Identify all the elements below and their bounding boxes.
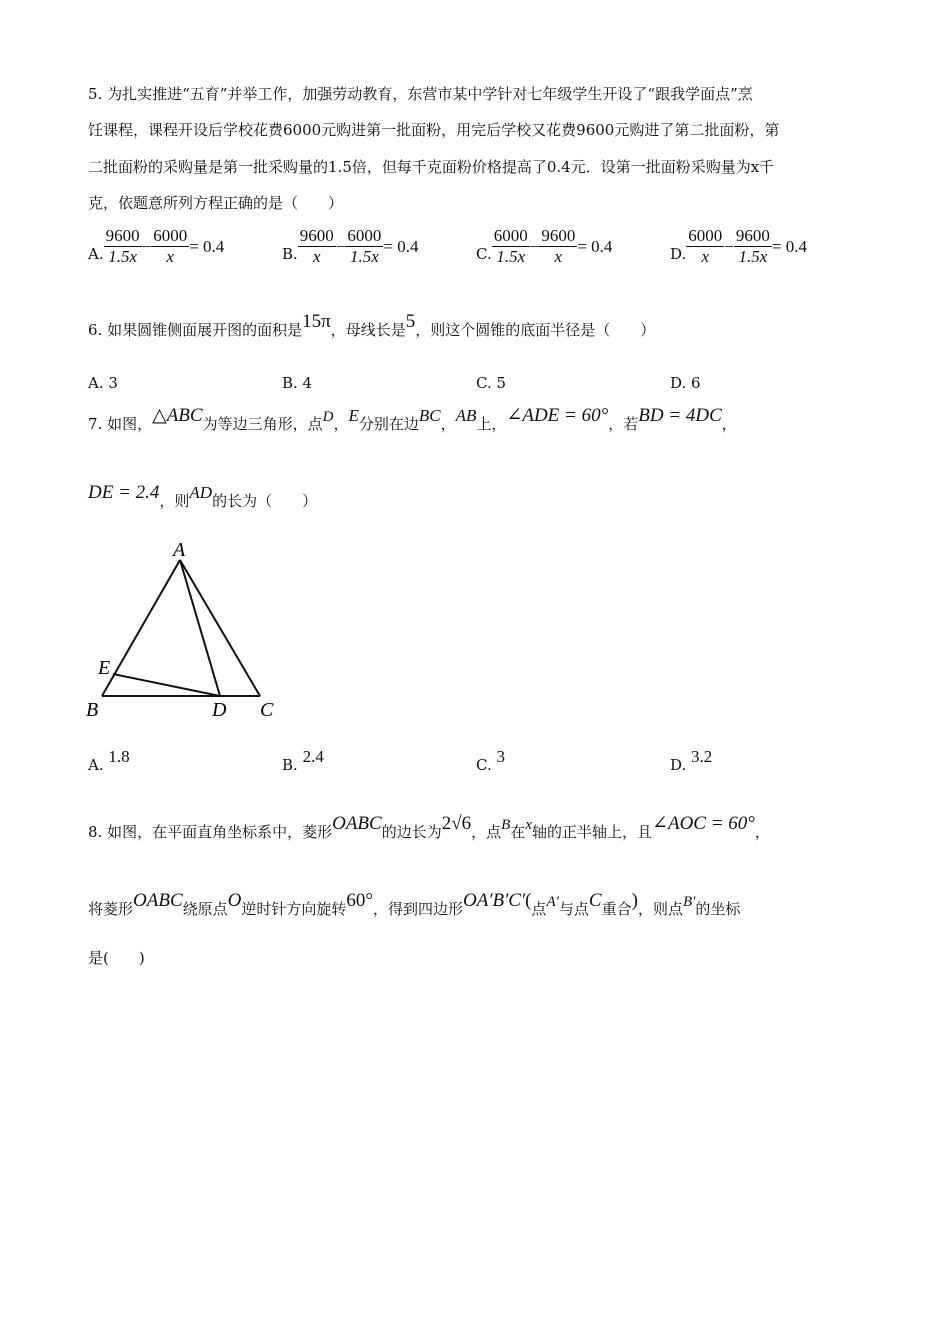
q7-ad: AD: [189, 483, 213, 502]
q5-numerator-1: 9600: [105, 226, 140, 245]
q5-numerator-2: 9600: [541, 226, 576, 245]
q5-fraction-2: [734, 226, 772, 267]
q7-option-b[interactable]: [282, 747, 324, 775]
q8-rhombus-2: OABC: [133, 890, 183, 911]
q7-sep: ，: [333, 415, 349, 433]
q7-text-1: 7. 如图，: [88, 415, 153, 433]
q5-line-3: 二批面粉的采购量是第一批采购量的1.5倍，但每千克面粉价格提高了0.4元．设第一批面粉采购量为x千: [88, 158, 775, 176]
q7-option-b-value: 2.4: [302, 747, 324, 766]
q7-figure: [80, 536, 290, 726]
q7-text-5: ，若: [608, 415, 639, 433]
q8-stem-2: [88, 890, 741, 920]
q8-text-12: 与点: [558, 900, 589, 918]
q8-point-bp: B′: [682, 894, 696, 910]
q5-numerator-2: 6000: [153, 226, 188, 245]
q6-text-3: ，则这个圆锥的底面半径是（ ）: [415, 321, 656, 339]
q7-stem-1: [88, 405, 737, 435]
q5-numerator-1: 6000: [688, 226, 723, 245]
q7-side-ab-line: [102, 560, 180, 696]
q5-minus: −: [141, 236, 152, 256]
q5-minus: −: [529, 236, 540, 256]
q5-numerator-2: 9600: [735, 226, 770, 245]
q5-fraction-2: [539, 226, 577, 267]
q7-label-c: C: [260, 699, 274, 721]
q7-label-d: D: [212, 699, 227, 721]
q8-x: x: [525, 817, 533, 833]
q5-fraction-1: [104, 226, 142, 267]
q8-text-8: 绕原点: [182, 900, 228, 918]
q5-option-label: B.: [282, 244, 298, 263]
q8-text-3: ，点: [471, 823, 502, 841]
q7-text-7: 的长为（ ）: [212, 492, 318, 510]
q5-line-4: 克，依题意所列方程正确的是（ ）: [88, 194, 344, 212]
q7-side-ac-line: [180, 560, 260, 696]
q5-rhs: = 0.4: [383, 236, 419, 256]
q8-text-15: 的坐标: [695, 900, 741, 918]
q7-option-a-label: A.: [88, 756, 104, 774]
q7-point-e: E: [348, 406, 359, 425]
q6-area: 15π: [302, 311, 331, 332]
q5-denominator-2: x: [554, 247, 563, 266]
q7-triangle: △ABC: [152, 405, 203, 426]
q8-quad: OA′B′C′: [463, 890, 526, 911]
q8-origin: O: [227, 890, 242, 911]
q6-length: 5: [405, 311, 416, 332]
q7-segment-ed: [113, 674, 220, 696]
q8-paren-open: (: [525, 890, 532, 911]
q5-option-a[interactable]: [88, 226, 224, 267]
q7-stem-2: [88, 482, 318, 511]
q7-label-a: A: [173, 539, 186, 561]
q8-text-9: 逆时针方向旋转: [241, 900, 347, 918]
q5-denominator-2: 1.5x: [738, 247, 768, 266]
q7-condition: BD = 4DC: [638, 405, 722, 426]
q7-option-d-value: 3.2: [691, 747, 713, 766]
q7-option-d[interactable]: [670, 747, 713, 775]
q7-angle: ∠ADE = 60°: [506, 405, 609, 426]
q5-denominator-1: 1.5x: [496, 247, 526, 266]
q7-option-b-label: B.: [282, 756, 298, 774]
q5-minus: −: [335, 236, 346, 256]
q7-text-3: 分别在边: [358, 415, 419, 433]
q7-option-a[interactable]: [88, 747, 130, 775]
q7-label-e: E: [98, 657, 111, 679]
q5-rhs: = 0.4: [771, 236, 807, 256]
q8-point-c: C: [588, 890, 602, 911]
q7-side-bc: BC: [418, 406, 441, 425]
q8-text-11: 点: [531, 900, 547, 918]
q5-denominator-1: x: [313, 247, 321, 266]
q8-point-ap: A′: [546, 894, 559, 910]
q7-option-c[interactable]: [476, 747, 505, 775]
q5-fraction-2: [151, 226, 189, 267]
q7-de: DE = 2.4: [88, 482, 160, 503]
q6-option-c[interactable]: C. 5: [476, 374, 507, 392]
q8-point-b: B: [501, 817, 511, 833]
q8-text-5: 轴的正半轴上，且: [532, 823, 653, 841]
q6-option-a[interactable]: A. 3: [88, 374, 118, 392]
q7-option-a-value: 1.8: [108, 747, 130, 766]
q5-option-b[interactable]: [282, 226, 418, 267]
q5-line-2: 饪课程，课程开设后学校花费6000元购进第一批面粉，用完后学校又花费9600元购进了第二批面粉，第: [88, 121, 780, 139]
q5-denominator-2: 1.5x: [349, 247, 379, 266]
q8-side: 2√6: [441, 813, 472, 834]
q5-option-c[interactable]: [476, 226, 612, 267]
q8-text-14: ，则点: [637, 900, 683, 918]
q5-fraction-1: [686, 226, 724, 267]
q5-numerator-1: 6000: [493, 226, 528, 245]
q7-segment-ad: [180, 560, 220, 696]
q5-fraction-1: [298, 226, 336, 267]
q6-option-d[interactable]: D. 6: [670, 374, 701, 392]
q5-fraction-2: [345, 226, 383, 267]
q5-option-label: C.: [476, 244, 492, 263]
q8-text-4: 在: [510, 823, 526, 841]
q8-paren-close: ): [631, 890, 638, 911]
q6-text-1: 6. 如果圆锥侧面展开图的面积是: [88, 321, 303, 339]
q5-option-d[interactable]: [670, 226, 807, 267]
q5-denominator-1: x: [701, 247, 710, 266]
q6-stem: [88, 311, 656, 340]
q7-label-b: B: [86, 699, 99, 721]
q7-side-ab: AB: [455, 406, 477, 425]
q5-fraction-1: [492, 226, 530, 267]
q7-text-4: 上，: [476, 415, 507, 433]
q5-line-1: 5. 为扎实推进“五育”并举工作，加强劳动教育，东营市某中学针对七年级学生开设了“跟我学面点”烹: [88, 85, 753, 103]
q5-numerator-1: 9600: [299, 226, 334, 245]
q6-text-2: ，母线长是: [330, 321, 406, 339]
q8-text-1: 8. 如图，在平面直角坐标系中，菱形: [88, 823, 333, 841]
q5-denominator-1: 1.5x: [108, 247, 137, 266]
q5-minus: −: [724, 236, 734, 256]
q8-rhombus: OABC: [332, 813, 382, 834]
q8-angle: ∠AOC = 60°: [652, 813, 755, 834]
q5-denominator-2: x: [166, 247, 174, 266]
q7-point-d: D: [322, 409, 334, 425]
q8-stem-1: [88, 813, 770, 843]
q7-text-2: 为等边三角形，点: [202, 415, 323, 433]
q7-option-d-label: D.: [670, 756, 687, 774]
q8-stem-3: 是( ): [88, 949, 145, 967]
q8-text-10: ，得到四边形: [373, 900, 464, 918]
q8-text-6: ，: [754, 823, 770, 841]
q8-text-13: 重合: [601, 900, 632, 918]
q6-option-b[interactable]: B. 4: [282, 374, 313, 392]
q7-comma: ，: [721, 415, 737, 433]
q8-text-7: 将菱形: [88, 900, 134, 918]
q5-numerator-2: 6000: [347, 226, 382, 245]
q7-text-6: ，则: [159, 492, 190, 510]
q5-rhs: = 0.4: [189, 236, 225, 256]
q5-option-label: D.: [670, 244, 687, 263]
q7-option-c-value: 3: [496, 747, 505, 766]
q7-sep-2: ，: [440, 415, 456, 433]
q5-option-label: A.: [88, 244, 104, 263]
q8-text-2: 的边长为: [381, 823, 442, 841]
q7-option-c-label: C.: [476, 756, 492, 774]
q5-rhs: = 0.4: [577, 236, 613, 256]
q8-rotation: 60°: [346, 890, 373, 911]
